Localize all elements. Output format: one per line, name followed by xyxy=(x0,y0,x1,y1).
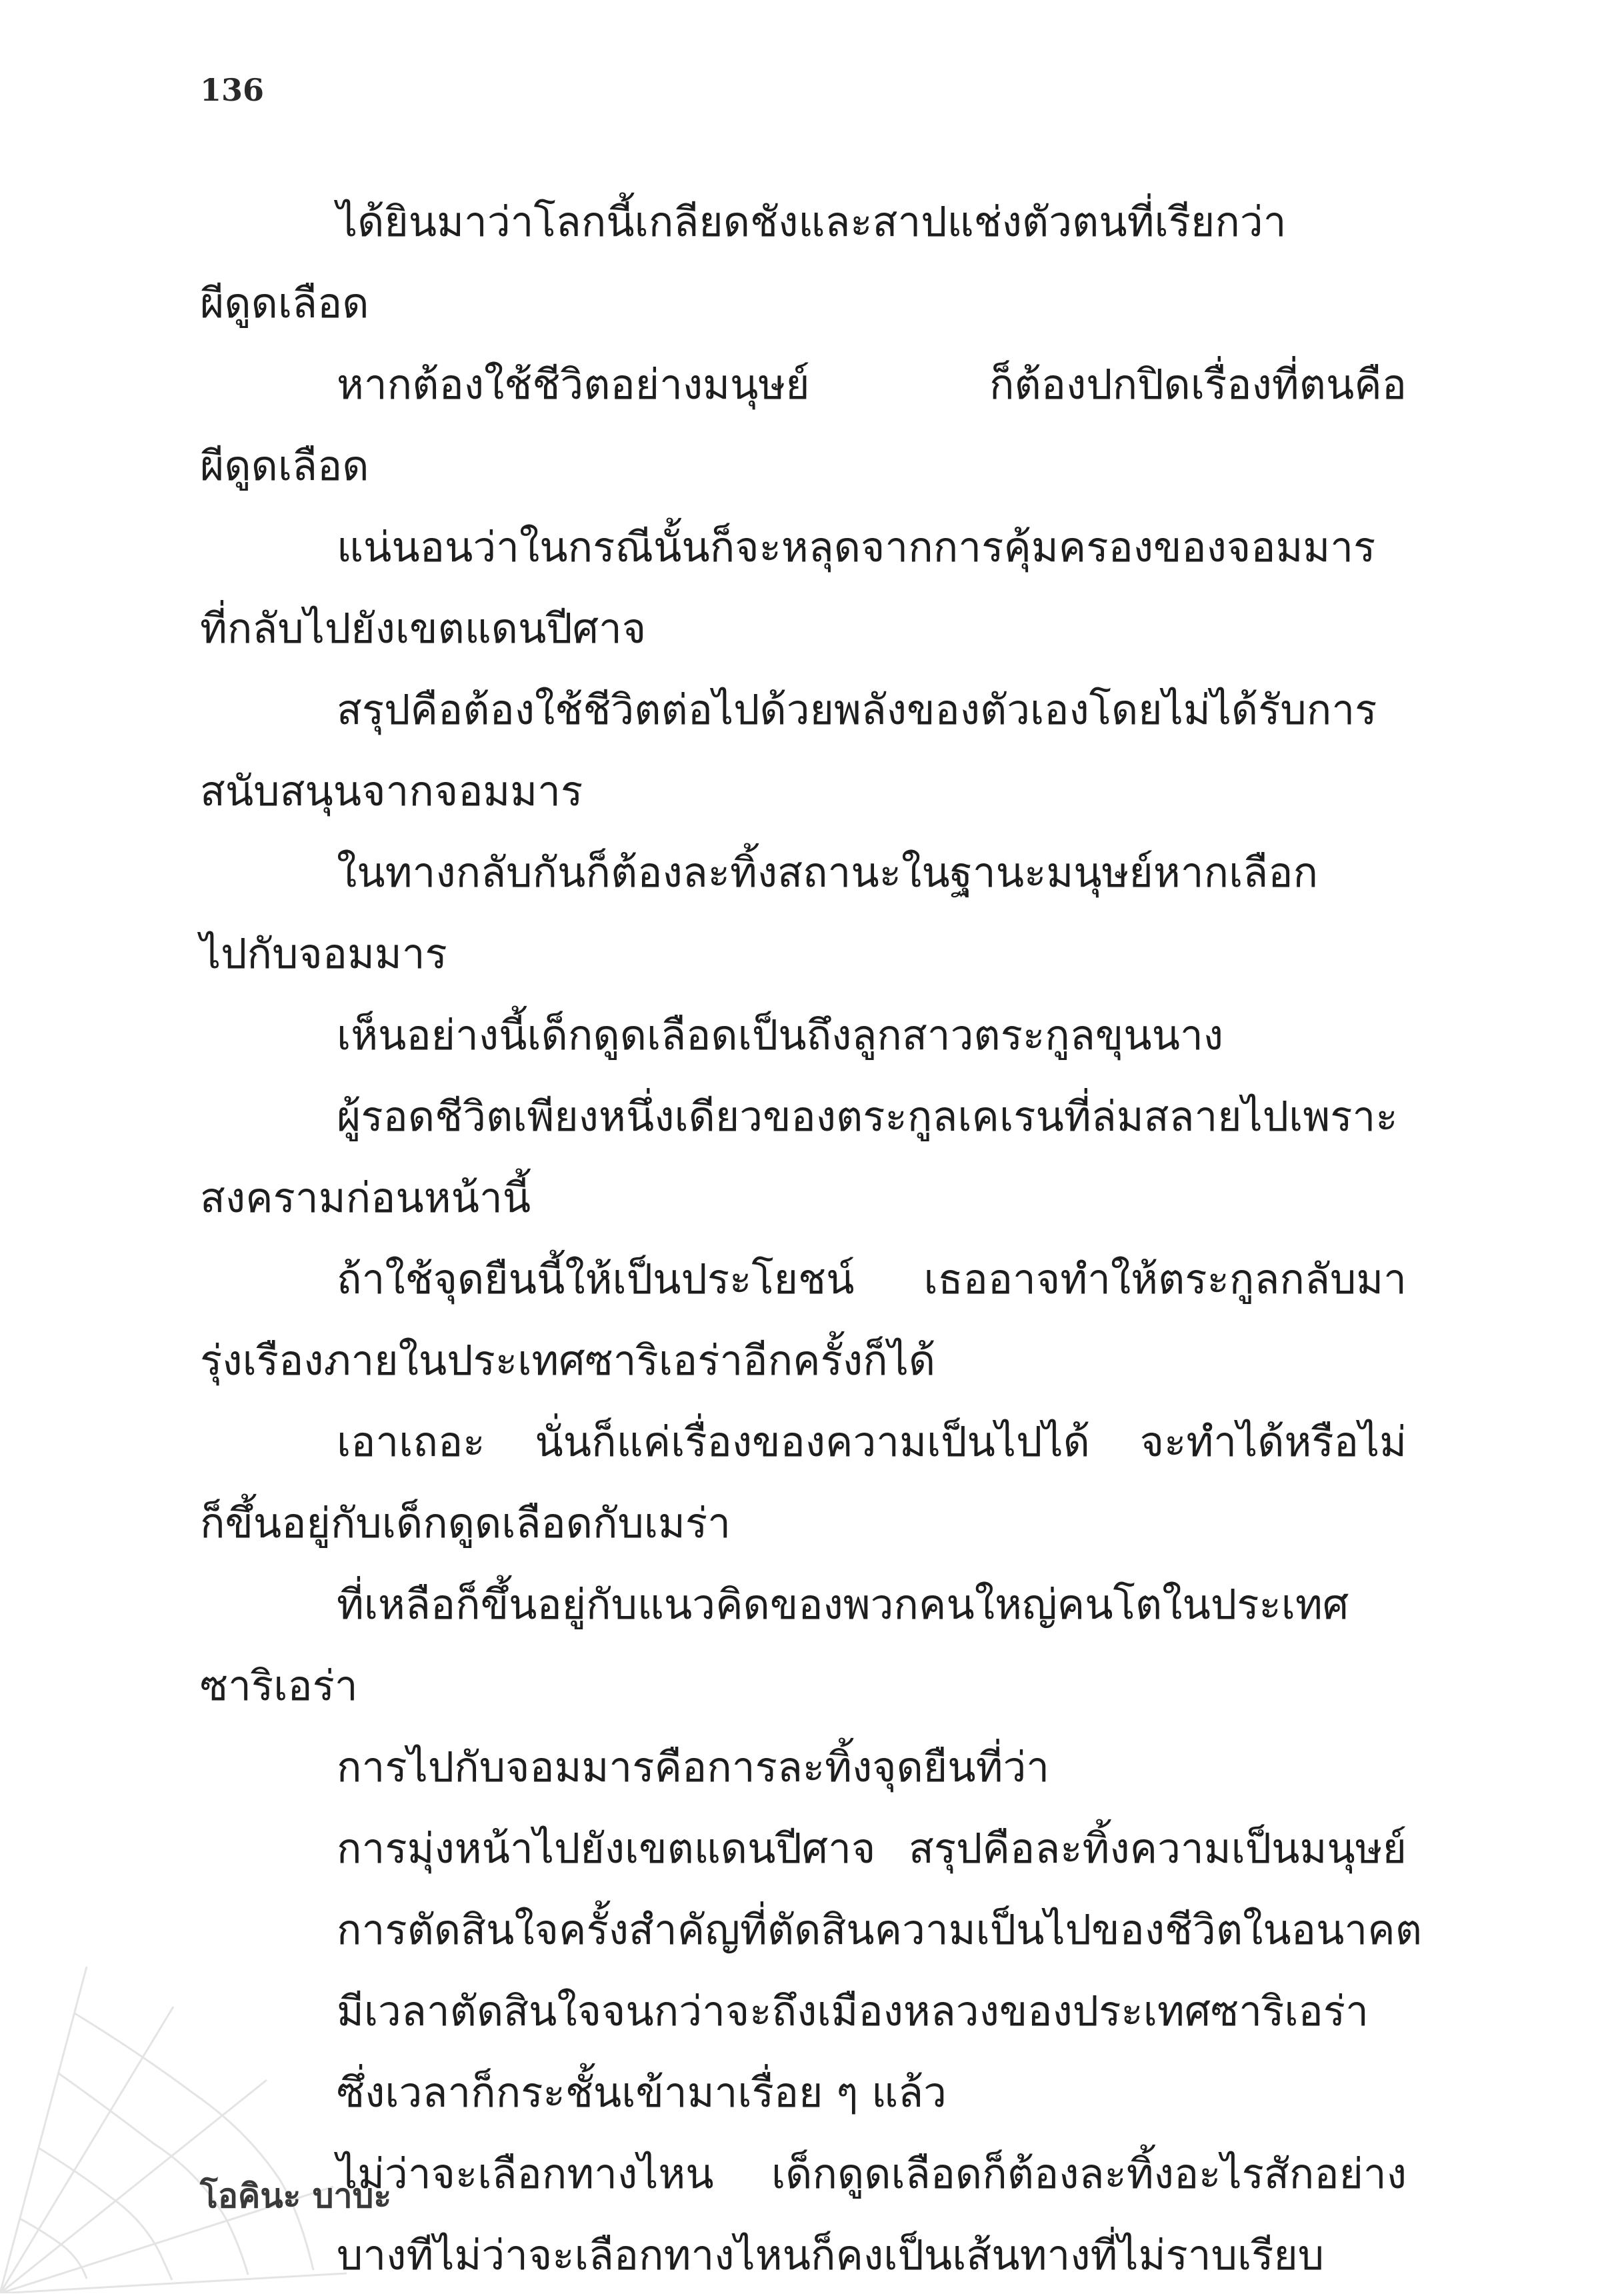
body-text-line: ถ้าใช้จุดยืนนี้ให้เป็นประโยชน์ เธออาจทำให้ตระกูลกลับมา xyxy=(337,1255,1407,1303)
body-text-line: การตัดสินใจครั้งสำคัญที่ตัดสินความเป็นไปของชีวิตในอนาคต xyxy=(337,1905,1422,1954)
body-text-line: ผีดูดเลือด xyxy=(200,441,369,490)
body-text-line: สนับสนุนจากจอมมาร xyxy=(200,767,583,815)
body-text-line: หากต้องใช้ชีวิตอย่างมนุษย์ ก็ต้องปกปิดเรื่องที่ตนคือ xyxy=(337,360,1407,409)
body-text-line: ได้ยินมาว่าโลกนี้เกลียดชังและสาปแช่งตัวตนที่เรียกว่า xyxy=(337,197,1287,246)
body-text-line: ผีดูดเลือด xyxy=(200,279,369,327)
body-text xyxy=(200,181,1422,2296)
body-text-line: ผู้รอดชีวิตเพียงหนึ่งเดียวของตระกูลเคเรนที่ล่มสลายไปเพราะ xyxy=(337,1092,1398,1141)
body-text-line: รุ่งเรืองภายในประเทศซาริเอร่าอีกครั้งก็ได้ xyxy=(200,1336,936,1385)
body-text-line: ก็ขึ้นอยู่กับเด็กดูดเลือดกับเมร่า xyxy=(200,1499,731,1547)
body-text-line: สรุปคือต้องใช้ชีวิตต่อไปด้วยพลังของตัวเองโดยไม่ได้รับการ xyxy=(337,685,1377,734)
body-text-line: ที่เหลือก็ขึ้นอยู่กับแนวคิดของพวกคนใหญ่คนโตในประเทศ xyxy=(337,1580,1349,1629)
body-text-line: เอาเถอะ นั่นก็แค่เรื่องของความเป็นไปได้ จะทำได้หรือไม่ xyxy=(337,1417,1407,1466)
body-text-line: ไปกับจอมมาร xyxy=(200,929,447,978)
footer-author-name: โอคินะ บาบะ xyxy=(200,2177,392,2215)
body-text-line: เห็นอย่างนี้เด็กดูดเลือดเป็นถึงลูกสาวตระกูลขุนนาง xyxy=(337,1011,1224,1059)
body-text-line: มีเวลาตัดสินใจจนกว่าจะถึงเมืองหลวงของประเทศซาริเอร่า xyxy=(337,1987,1369,2035)
body-text-line: การมุ่งหน้าไปยังเขตแดนปีศาจ สรุปคือละทิ้งความเป็นมนุษย์ xyxy=(337,1824,1407,1873)
body-text-line: บางทีไม่ว่าจะเลือกทางไหนก็คงเป็นเส้นทางที่ไม่ราบเรียบ xyxy=(337,2231,1325,2279)
body-text-line: ไม่ว่าจะเลือกทางไหน เด็กดูดเลือดก็ต้องละทิ้งอะไรสักอย่าง xyxy=(337,2149,1407,2198)
body-text-line: แน่นอนว่าในกรณีนั้นก็จะหลุดจากการคุ้มครองของจอมมาร xyxy=(337,523,1376,571)
body-text-line: ที่กลับไปยังเขตแดนปีศาจ xyxy=(200,604,647,653)
spider-web-decoration xyxy=(0,1967,347,2293)
body-text-line: ซาริเอร่า xyxy=(200,1661,358,1710)
body-text-line: สงครามก่อนหน้านี้ xyxy=(200,1173,531,1222)
body-text-line: ซึ่งเวลาก็กระชั้นเข้ามาเรื่อย ๆ แล้ว xyxy=(337,2068,947,2117)
body-text-line: การไปกับจอมมารคือการละทิ้งจุดยืนที่ว่า xyxy=(337,1743,1050,1791)
body-text-line: ในทางกลับกันก็ต้องละทิ้งสถานะในฐานะมนุษย์หากเลือก xyxy=(337,848,1319,897)
page-number: 136 xyxy=(200,72,265,108)
